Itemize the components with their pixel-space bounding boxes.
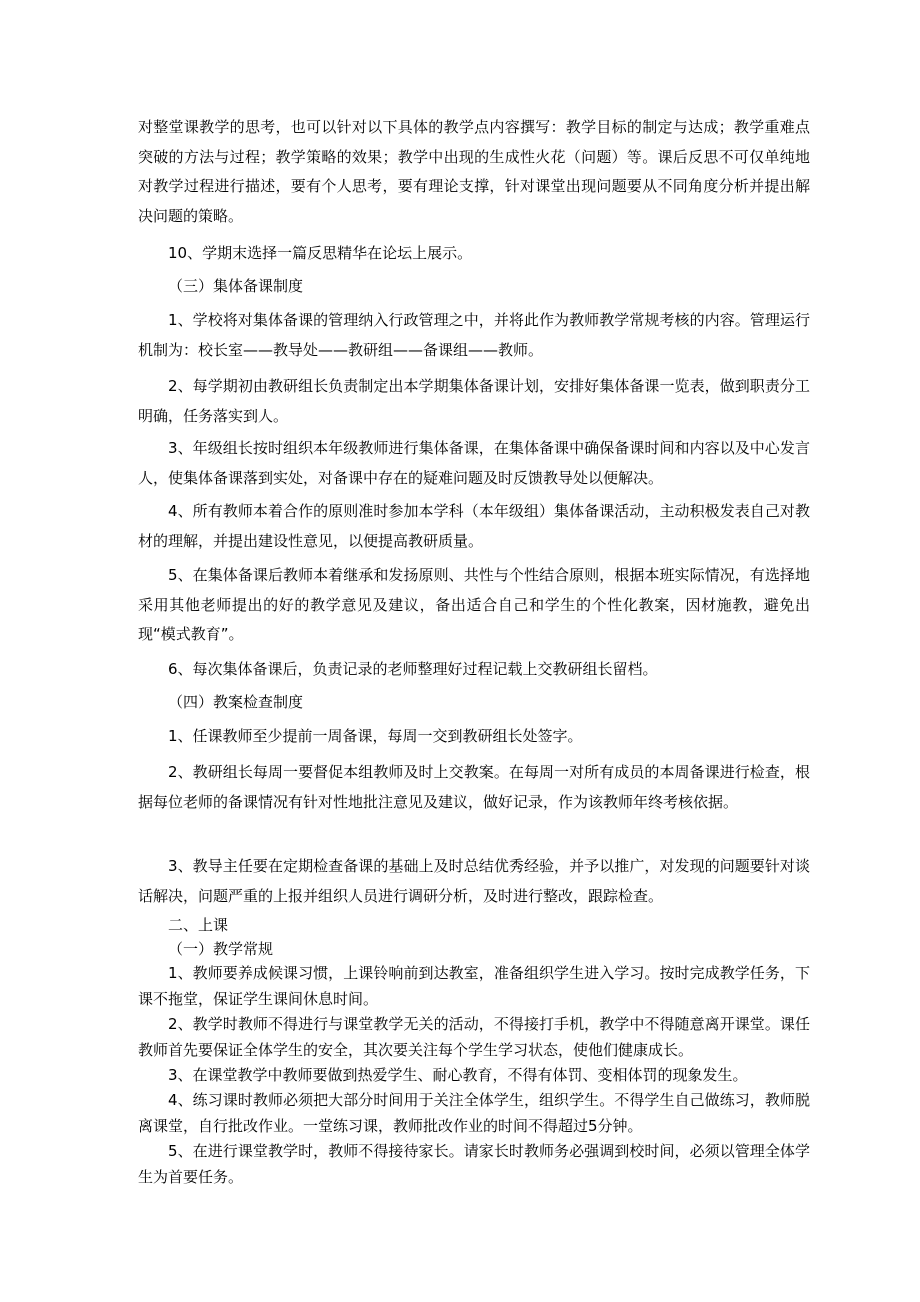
- routine-item-5: 5、在进行课堂教学时，教师不得接待家长。请家长时教师务必强调到校时间，必须以管理全体学生为首要任务。: [138, 1142, 810, 1186]
- routine-item-4: 4、练习课时教师必须把大部分时间用于关注全体学生，组织学生。不得学生自己做练习，教师脱离课堂，自行批改作业。一堂练习课，教师批改作业的时间不得超过5分钟。: [138, 1091, 810, 1135]
- inspection-item-3: 3、教导主任要在定期检查备课的基础上及时总结优秀经验，并予以推广，对发现的问题要针对谈话解决，问题严重的上报并组织人员进行调研分析，及时进行整改，跟踪检查。: [138, 857, 810, 905]
- routine-item-3: 3、在课堂教学中教师要做到热爱学生、耐心教育，不得有体罚、变相体罚的现象发生。: [168, 1066, 748, 1084]
- collective-planning-item-6: 6、每次集体备课后，负责记录的老师整理好过程记载上交教研组长留档。: [168, 660, 658, 678]
- chapter-heading-class: 二、上课: [168, 916, 229, 934]
- section-heading-lesson-plan-inspection: （四）教案检查制度: [168, 693, 304, 711]
- collective-planning-item-3: 3、年级组长按时组织本年级教师进行集体备课，在集体备课中确保备课时间和内容以及中心发言人，使集体备课落到实处，对备课中存在的疑难问题及时反馈教导处以便解决。: [138, 439, 810, 487]
- collective-planning-item-2: 2、每学期初由教研组长负责制定出本学期集体备课计划，安排好集体备课一览表，做到职责分工明确，任务落实到人。: [138, 377, 810, 425]
- inspection-item-2: 2、教研组长每周一要督促本组教师及时上交教案。在每周一对所有成员的本周备课进行检查，根据每位老师的备课情况有针对性地批注意见及建议，做好记录，作为该教师年终考核依据。: [138, 763, 810, 811]
- routine-item-2: 2、教学时教师不得进行与课堂教学无关的活动，不得接打手机，教学中不得随意离开课堂。课任教师首先要保证全体学生的安全，其次要关注每个学生学习状态，使他们健康成长。: [138, 1015, 810, 1059]
- routine-item-1: 1、教师要养成候课习惯，上课铃响前到达教室，准备组织学生进入学习。按时完成教学任务，下课不拖堂，保证学生课间休息时间。: [138, 964, 810, 1008]
- reflection-item-10: 10、学期末选择一篇反思精华在论坛上展示。: [168, 244, 473, 262]
- collective-planning-item-4: 4、所有教师本着合作的原则准时参加本学科（本年级组）集体备课活动，主动积极发表自己对教材的理解，并提出建设性意见，以便提高教研质量。: [138, 502, 810, 550]
- collective-planning-item-1: 1、学校将对集体备课的管理纳入行政管理之中，并将此作为教师教学常规考核的内容。管理运行机制为：校长室——教导处——教研组——备课组——教师。: [138, 311, 810, 359]
- reflection-continuation-paragraph: 对整堂课教学的思考，也可以针对以下具体的教学点内容撰写：教学目标的制定与达成；教学重难点突破的方法与过程；教学策略的效果；教学中出现的生成性火花（问题）等。课后反思不可仅单纯地对教学过程进行描述，要有个人思考，要有理论支撑，针对课堂出现问题要从不同角度分析并提出解决问题的策略。: [138, 118, 810, 225]
- section-heading-collective-lesson-planning: （三）集体备课制度: [168, 277, 304, 295]
- inspection-item-1: 1、任课教师至少提前一周备课，每周一交到教研组长处签字。: [168, 727, 583, 745]
- collective-planning-item-5: 5、在集体备课后教师本着继承和发扬原则、共性与个性结合原则，根据本班实际情况，有选择地采用其他老师提出的好的教学意见及建议，备出适合自己和学生的个性化教案，因材施教，避免出现“模式教育”。: [138, 566, 810, 643]
- section-heading-teaching-routine: （一）教学常规: [168, 940, 274, 958]
